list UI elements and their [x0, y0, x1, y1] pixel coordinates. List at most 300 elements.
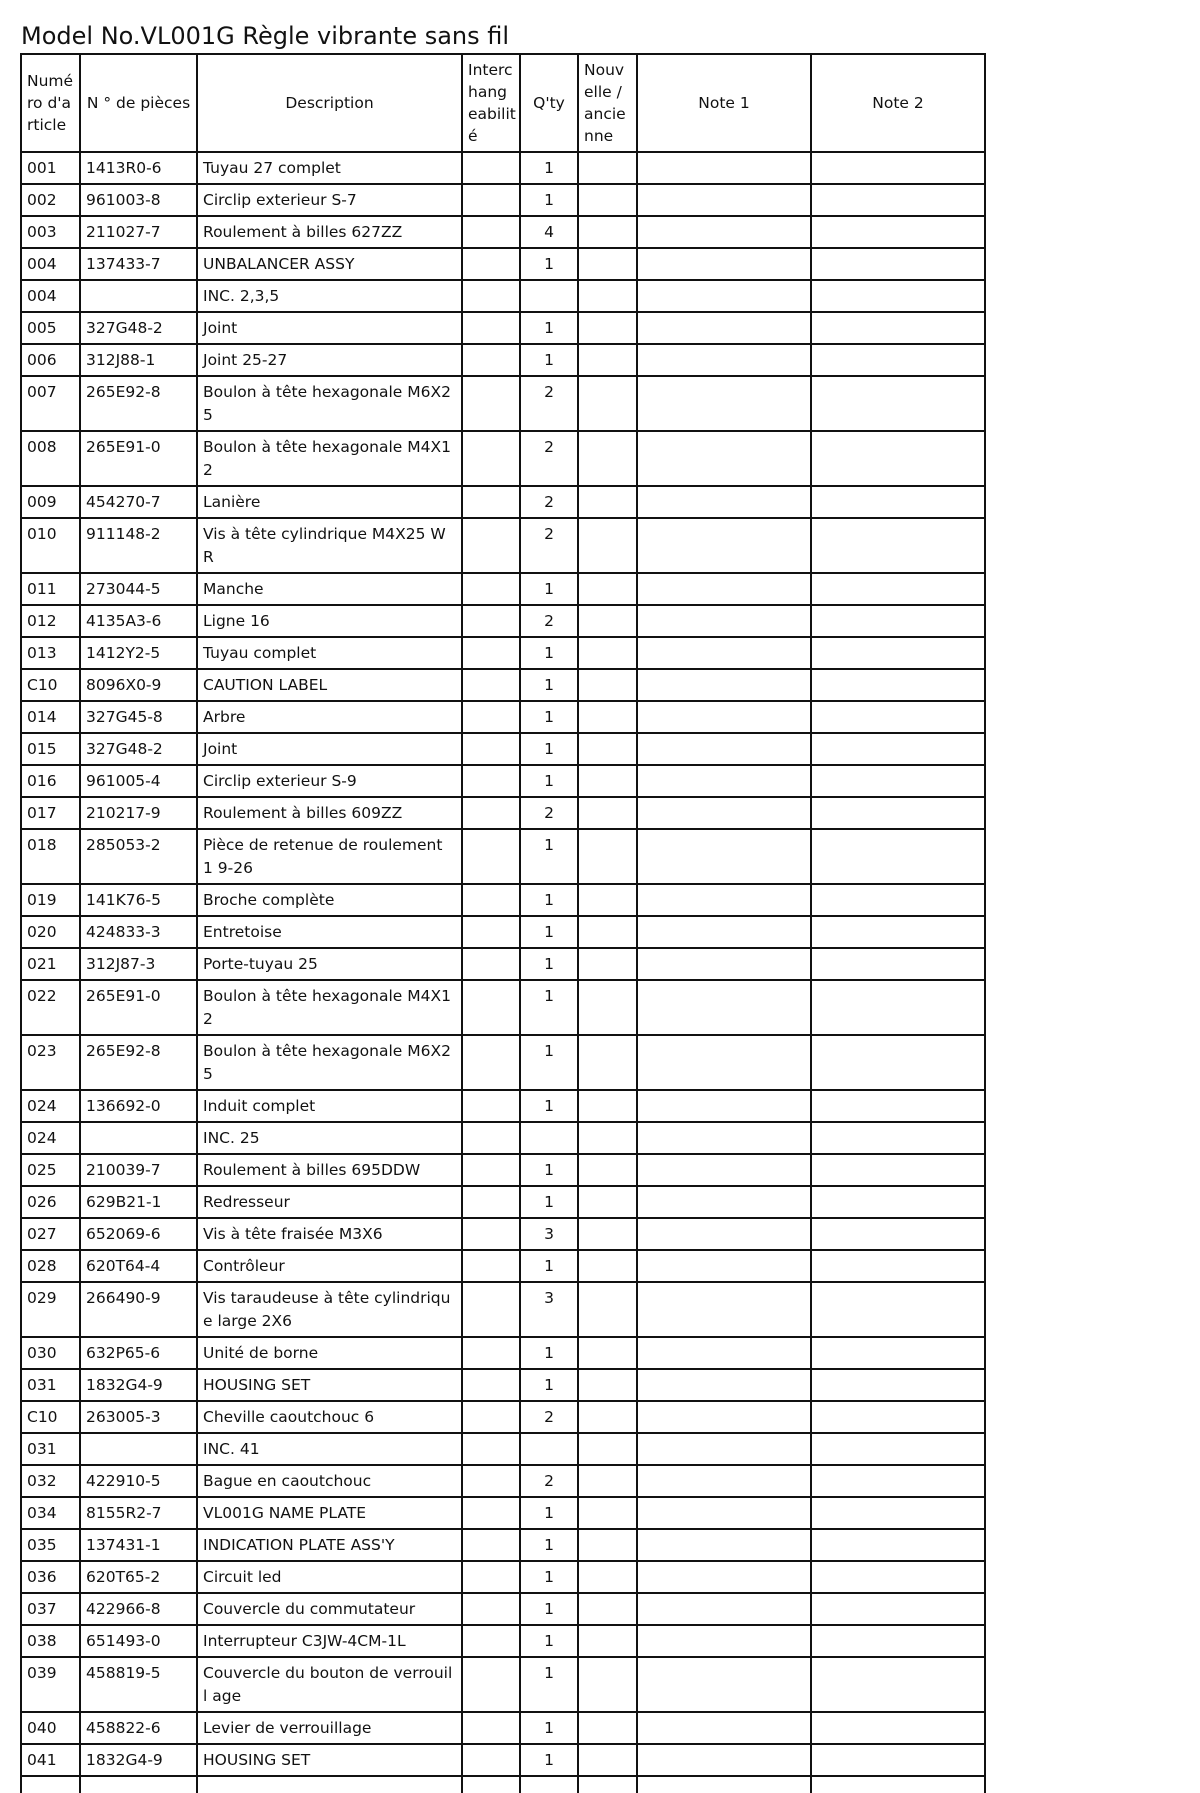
cell-quantity: 2: [520, 431, 578, 486]
empty-cell: [811, 1776, 985, 1793]
cell-interchangeability: [462, 1712, 520, 1744]
cell-new-old: [578, 486, 637, 518]
cell-new-old: [578, 1657, 637, 1712]
cell-new-old: [578, 376, 637, 431]
cell-quantity: 1: [520, 1529, 578, 1561]
cell-interchangeability: [462, 1337, 520, 1369]
cell-part-number: 8155R2-7: [80, 1497, 197, 1529]
table-row: [21, 948, 985, 980]
cell-description: Vis taraudeuse à tête cylindrique large 2X6: [197, 1282, 462, 1337]
cell-interchangeability: [462, 280, 520, 312]
cell-item-number: 024: [21, 1090, 80, 1122]
cell-new-old: [578, 916, 637, 948]
cell-interchangeability: [462, 1657, 520, 1712]
cell-note-2: [811, 884, 985, 916]
cell-part-number: 620T64-4: [80, 1250, 197, 1282]
cell-quantity: 3: [520, 1218, 578, 1250]
header-quantity: Q'ty: [520, 54, 578, 152]
cell-description: Porte-tuyau 25: [197, 948, 462, 980]
cell-item-number: 027: [21, 1218, 80, 1250]
cell-interchangeability: [462, 1090, 520, 1122]
cell-item-number: 018: [21, 829, 80, 884]
cell-new-old: [578, 1035, 637, 1090]
cell-note-1: [637, 431, 811, 486]
cell-interchangeability: [462, 637, 520, 669]
cell-note-2: [811, 376, 985, 431]
table-row: [21, 1561, 985, 1593]
table-row: [21, 1401, 985, 1433]
cell-description: INDICATION PLATE ASS'Y: [197, 1529, 462, 1561]
cell-quantity: 1: [520, 1090, 578, 1122]
cell-quantity: 1: [520, 1744, 578, 1776]
table-row: [21, 916, 985, 948]
cell-note-1: [637, 733, 811, 765]
cell-part-number: 8096X0-9: [80, 669, 197, 701]
cell-note-1: [637, 884, 811, 916]
cell-interchangeability: [462, 1369, 520, 1401]
cell-new-old: [578, 1186, 637, 1218]
cell-quantity: 1: [520, 829, 578, 884]
cell-part-number: 285053-2: [80, 829, 197, 884]
cell-interchangeability: [462, 1561, 520, 1593]
cell-new-old: [578, 1122, 637, 1154]
cell-item-number: 002: [21, 184, 80, 216]
empty-cell: [637, 1776, 811, 1793]
empty-cell: [21, 1776, 80, 1793]
cell-part-number: 632P65-6: [80, 1337, 197, 1369]
cell-part-number: 210217-9: [80, 797, 197, 829]
cell-new-old: [578, 1465, 637, 1497]
cell-note-2: [811, 1401, 985, 1433]
cell-note-1: [637, 637, 811, 669]
cell-interchangeability: [462, 1465, 520, 1497]
cell-interchangeability: [462, 1625, 520, 1657]
table-row: [21, 152, 985, 184]
header-description: Description: [197, 54, 462, 152]
cell-note-1: [637, 518, 811, 573]
cell-interchangeability: [462, 486, 520, 518]
table-row: [21, 280, 985, 312]
cell-new-old: [578, 1282, 637, 1337]
cell-note-2: [811, 1744, 985, 1776]
cell-description: Bague en caoutchouc: [197, 1465, 462, 1497]
cell-part-number: 141K76-5: [80, 884, 197, 916]
cell-note-2: [811, 344, 985, 376]
table-row: [21, 573, 985, 605]
cell-description: Induit complet: [197, 1090, 462, 1122]
cell-new-old: [578, 216, 637, 248]
cell-note-2: [811, 1625, 985, 1657]
cell-item-number: 037: [21, 1593, 80, 1625]
cell-note-1: [637, 1712, 811, 1744]
cell-note-2: [811, 216, 985, 248]
cell-part-number: 422966-8: [80, 1593, 197, 1625]
cell-note-2: [811, 1657, 985, 1712]
cell-interchangeability: [462, 1122, 520, 1154]
table-row: [21, 216, 985, 248]
cell-quantity: 1: [520, 701, 578, 733]
cell-note-1: [637, 829, 811, 884]
cell-description: UNBALANCER ASSY: [197, 248, 462, 280]
cell-part-number: 263005-3: [80, 1401, 197, 1433]
cell-note-2: [811, 1186, 985, 1218]
cell-item-number: 004: [21, 248, 80, 280]
table-row: [21, 701, 985, 733]
cell-item-number: 013: [21, 637, 80, 669]
cell-note-1: [637, 1369, 811, 1401]
cell-new-old: [578, 1529, 637, 1561]
cell-description: Tuyau complet: [197, 637, 462, 669]
cell-part-number: 265E91-0: [80, 431, 197, 486]
cell-quantity: [520, 1122, 578, 1154]
cell-item-number: 035: [21, 1529, 80, 1561]
cell-note-1: [637, 1122, 811, 1154]
cell-item-number: 011: [21, 573, 80, 605]
cell-description: Roulement à billes 695DDW: [197, 1154, 462, 1186]
cell-item-number: 024: [21, 1122, 80, 1154]
cell-item-number: 034: [21, 1497, 80, 1529]
cell-item-number: C10: [21, 1401, 80, 1433]
cell-new-old: [578, 733, 637, 765]
cell-note-2: [811, 948, 985, 980]
cell-interchangeability: [462, 1529, 520, 1561]
cell-interchangeability: [462, 829, 520, 884]
cell-note-2: [811, 916, 985, 948]
cell-note-1: [637, 1497, 811, 1529]
cell-new-old: [578, 344, 637, 376]
cell-part-number: 211027-7: [80, 216, 197, 248]
cell-interchangeability: [462, 916, 520, 948]
header-note-1: Note 1: [637, 54, 811, 152]
cell-note-1: [637, 486, 811, 518]
cell-interchangeability: [462, 1035, 520, 1090]
cell-part-number: 422910-5: [80, 1465, 197, 1497]
cell-item-number: 015: [21, 733, 80, 765]
cell-part-number: 266490-9: [80, 1282, 197, 1337]
cell-note-2: [811, 1433, 985, 1465]
cell-description: Vis à tête fraisée M3X6: [197, 1218, 462, 1250]
cell-description: Joint: [197, 733, 462, 765]
cell-part-number: [80, 1433, 197, 1465]
cell-interchangeability: [462, 980, 520, 1035]
cell-note-1: [637, 248, 811, 280]
cell-item-number: 036: [21, 1561, 80, 1593]
table-row: [21, 1154, 985, 1186]
cell-description: Redresseur: [197, 1186, 462, 1218]
cell-interchangeability: [462, 1250, 520, 1282]
cell-item-number: 039: [21, 1657, 80, 1712]
cell-description: Unité de borne: [197, 1337, 462, 1369]
header-item-number: Numé ro d'a rticle: [21, 54, 80, 152]
cell-part-number: 458822-6: [80, 1712, 197, 1744]
cell-note-2: [811, 518, 985, 573]
table-row: [21, 1465, 985, 1497]
table-row: [21, 884, 985, 916]
cell-note-2: [811, 1497, 985, 1529]
cell-description: Couvercle du commutateur: [197, 1593, 462, 1625]
cell-interchangeability: [462, 152, 520, 184]
cell-interchangeability: [462, 1186, 520, 1218]
cell-note-2: [811, 1218, 985, 1250]
cell-note-2: [811, 1529, 985, 1561]
cell-description: Joint 25-27: [197, 344, 462, 376]
table-row: [21, 518, 985, 573]
cell-new-old: [578, 1625, 637, 1657]
cell-note-2: [811, 1154, 985, 1186]
cell-interchangeability: [462, 884, 520, 916]
cell-interchangeability: [462, 701, 520, 733]
cell-interchangeability: [462, 1218, 520, 1250]
cell-part-number: 424833-3: [80, 916, 197, 948]
cell-description: Contrôleur: [197, 1250, 462, 1282]
cell-note-1: [637, 948, 811, 980]
cell-new-old: [578, 431, 637, 486]
cell-note-1: [637, 605, 811, 637]
cell-quantity: 2: [520, 518, 578, 573]
cell-part-number: 652069-6: [80, 1218, 197, 1250]
table-row: [21, 669, 985, 701]
cell-quantity: 1: [520, 884, 578, 916]
empty-cell: [520, 1776, 578, 1793]
cell-description: Joint: [197, 312, 462, 344]
table-row: [21, 605, 985, 637]
cell-item-number: 014: [21, 701, 80, 733]
cell-new-old: [578, 1561, 637, 1593]
cell-new-old: [578, 829, 637, 884]
cell-quantity: 1: [520, 1561, 578, 1593]
cell-note-1: [637, 216, 811, 248]
cell-quantity: [520, 280, 578, 312]
table-row: [21, 1625, 985, 1657]
cell-description: Manche: [197, 573, 462, 605]
cell-description: Levier de verrouillage: [197, 1712, 462, 1744]
cell-part-number: 620T65-2: [80, 1561, 197, 1593]
cell-quantity: 2: [520, 605, 578, 637]
cell-new-old: [578, 1497, 637, 1529]
document-title: Model No.VL001G Règle vibrante sans fil: [21, 22, 510, 50]
cell-note-1: [637, 1401, 811, 1433]
cell-quantity: 1: [520, 916, 578, 948]
cell-description: INC. 41: [197, 1433, 462, 1465]
cell-new-old: [578, 701, 637, 733]
cell-interchangeability: [462, 1744, 520, 1776]
cell-part-number: 961003-8: [80, 184, 197, 216]
cell-part-number: 327G48-2: [80, 733, 197, 765]
cell-note-2: [811, 312, 985, 344]
table-row: [21, 765, 985, 797]
cell-new-old: [578, 1593, 637, 1625]
cell-note-1: [637, 916, 811, 948]
cell-quantity: 2: [520, 797, 578, 829]
table-row: [21, 1369, 985, 1401]
cell-note-1: [637, 669, 811, 701]
cell-note-1: [637, 1250, 811, 1282]
cell-description: Couvercle du bouton de verrouill age: [197, 1657, 462, 1712]
cell-description: Tuyau 27 complet: [197, 152, 462, 184]
cell-note-2: [811, 1369, 985, 1401]
cell-note-2: [811, 1465, 985, 1497]
cell-item-number: 017: [21, 797, 80, 829]
cell-description: Vis à tête cylindrique M4X25 WR: [197, 518, 462, 573]
cell-description: Boulon à tête hexagonale M4X12: [197, 980, 462, 1035]
cell-note-1: [637, 1186, 811, 1218]
cell-new-old: [578, 1401, 637, 1433]
table-row: [21, 980, 985, 1035]
cell-quantity: 2: [520, 1465, 578, 1497]
cell-interchangeability: [462, 1401, 520, 1433]
cell-part-number: 651493-0: [80, 1625, 197, 1657]
table-header-row: [21, 54, 985, 152]
cell-new-old: [578, 605, 637, 637]
cell-note-1: [637, 1282, 811, 1337]
cell-interchangeability: [462, 1282, 520, 1337]
cell-description: Entretoise: [197, 916, 462, 948]
cell-description: Interrupteur C3JW-4CM-1L: [197, 1625, 462, 1657]
table-row: [21, 486, 985, 518]
cell-part-number: 265E92-8: [80, 1035, 197, 1090]
cell-description: INC. 25: [197, 1122, 462, 1154]
cell-part-number: 629B21-1: [80, 1186, 197, 1218]
cell-part-number: 273044-5: [80, 573, 197, 605]
cell-item-number: 023: [21, 1035, 80, 1090]
cell-part-number: 137433-7: [80, 248, 197, 280]
cell-note-2: [811, 669, 985, 701]
cell-item-number: 001: [21, 152, 80, 184]
table-row: [21, 1497, 985, 1529]
cell-description: Arbre: [197, 701, 462, 733]
cell-item-number: 003: [21, 216, 80, 248]
cell-interchangeability: [462, 797, 520, 829]
cell-interchangeability: [462, 312, 520, 344]
cell-interchangeability: [462, 216, 520, 248]
cell-item-number: 008: [21, 431, 80, 486]
cell-description: Boulon à tête hexagonale M6X25: [197, 376, 462, 431]
cell-part-number: 961005-4: [80, 765, 197, 797]
cell-quantity: 2: [520, 486, 578, 518]
cell-note-2: [811, 765, 985, 797]
cell-quantity: 1: [520, 184, 578, 216]
cell-description: VL001G NAME PLATE: [197, 1497, 462, 1529]
cell-item-number: 030: [21, 1337, 80, 1369]
cell-note-1: [637, 1657, 811, 1712]
cell-new-old: [578, 1433, 637, 1465]
cell-note-2: [811, 248, 985, 280]
parts-table-body: [21, 152, 985, 1793]
cell-note-2: [811, 605, 985, 637]
table-row: [21, 1122, 985, 1154]
table-row: [21, 1250, 985, 1282]
cell-note-2: [811, 980, 985, 1035]
empty-cell: [80, 1776, 197, 1793]
cell-quantity: 1: [520, 1657, 578, 1712]
cell-item-number: 019: [21, 884, 80, 916]
cell-item-number: 016: [21, 765, 80, 797]
cell-note-2: [811, 573, 985, 605]
cell-description: CAUTION LABEL: [197, 669, 462, 701]
cell-note-2: [811, 280, 985, 312]
cell-note-2: [811, 1122, 985, 1154]
cell-item-number: 040: [21, 1712, 80, 1744]
cell-item-number: 010: [21, 518, 80, 573]
cell-part-number: 1832G4-9: [80, 1369, 197, 1401]
cell-note-1: [637, 1090, 811, 1122]
cell-note-2: [811, 1090, 985, 1122]
cell-description: HOUSING SET: [197, 1744, 462, 1776]
cell-quantity: 1: [520, 1186, 578, 1218]
cell-interchangeability: [462, 1433, 520, 1465]
cell-note-1: [637, 1744, 811, 1776]
cell-note-1: [637, 1561, 811, 1593]
cell-quantity: 1: [520, 1250, 578, 1282]
cell-quantity: 1: [520, 1337, 578, 1369]
cell-item-number: 025: [21, 1154, 80, 1186]
cell-quantity: 1: [520, 669, 578, 701]
cell-item-number: 031: [21, 1369, 80, 1401]
cell-new-old: [578, 980, 637, 1035]
cell-new-old: [578, 518, 637, 573]
cell-part-number: 265E91-0: [80, 980, 197, 1035]
cell-new-old: [578, 637, 637, 669]
table-row: [21, 1035, 985, 1090]
table-row: [21, 1712, 985, 1744]
table-row-cutoff: [21, 1776, 985, 1793]
cell-new-old: [578, 1744, 637, 1776]
cell-note-1: [637, 152, 811, 184]
table-row: [21, 376, 985, 431]
cell-interchangeability: [462, 605, 520, 637]
cell-note-1: [637, 980, 811, 1035]
cell-item-number: 032: [21, 1465, 80, 1497]
table-row: [21, 733, 985, 765]
cell-note-1: [637, 376, 811, 431]
cell-note-1: [637, 184, 811, 216]
table-row: [21, 1337, 985, 1369]
cell-note-1: [637, 1593, 811, 1625]
cell-note-1: [637, 344, 811, 376]
header-part-number: N ° de pièces: [80, 54, 197, 152]
cell-quantity: 3: [520, 1282, 578, 1337]
cell-note-1: [637, 1529, 811, 1561]
cell-new-old: [578, 1154, 637, 1186]
cell-quantity: 4: [520, 216, 578, 248]
cell-new-old: [578, 573, 637, 605]
cell-quantity: 1: [520, 152, 578, 184]
cell-note-1: [637, 1433, 811, 1465]
table-row: [21, 184, 985, 216]
cell-note-1: [637, 1154, 811, 1186]
cell-quantity: 1: [520, 248, 578, 280]
cell-part-number: 312J88-1: [80, 344, 197, 376]
cell-quantity: 1: [520, 1035, 578, 1090]
table-row: [21, 797, 985, 829]
cell-item-number: 006: [21, 344, 80, 376]
cell-interchangeability: [462, 669, 520, 701]
cell-description: Circlip exterieur S-7: [197, 184, 462, 216]
cell-new-old: [578, 1250, 637, 1282]
cell-part-number: 458819-5: [80, 1657, 197, 1712]
cell-item-number: 009: [21, 486, 80, 518]
cell-quantity: 1: [520, 765, 578, 797]
cell-part-number: 4135A3-6: [80, 605, 197, 637]
table-row: [21, 1657, 985, 1712]
cell-item-number: 026: [21, 1186, 80, 1218]
cell-note-1: [637, 1218, 811, 1250]
cell-interchangeability: [462, 376, 520, 431]
cell-description: Circlip exterieur S-9: [197, 765, 462, 797]
cell-new-old: [578, 184, 637, 216]
cell-new-old: [578, 152, 637, 184]
cell-note-2: [811, 184, 985, 216]
